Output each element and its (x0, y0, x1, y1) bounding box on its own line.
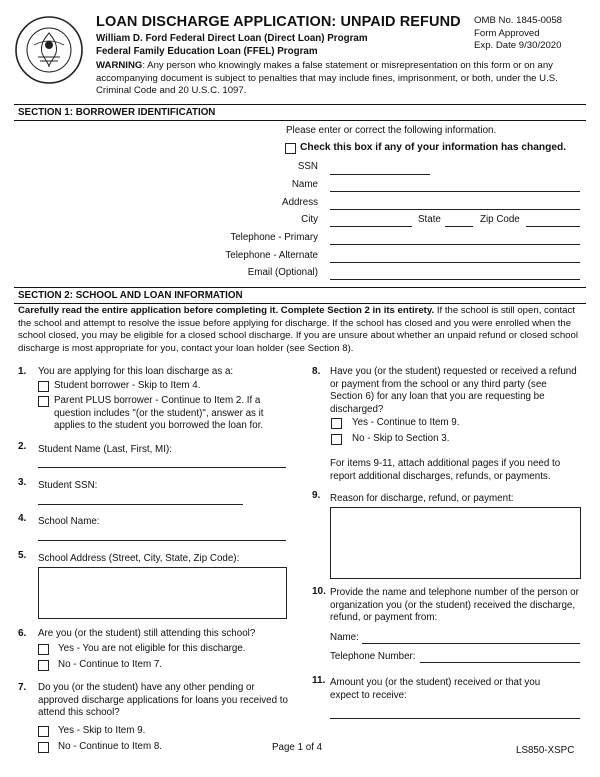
warning-text: : Any person who knowingly makes a false statement or misrepresentation on this form or on any accompanying document is subject to penalties that may include fines, imprisonment, or both, under the U.S. Criminal Code and 20 U.S.C. 1097. (96, 60, 558, 96)
item6-no-checkbox[interactable] (38, 660, 49, 671)
item8-yes-checkbox[interactable] (331, 418, 342, 429)
item7-yes-label: Yes - Skip to Item 9. (58, 725, 146, 736)
item8-question: Have you (or the student) requested or received a refund or payment from the school or any third party (see Section 6) for any loan that you are requesting be discharged? (330, 366, 577, 415)
item10-name-field[interactable] (362, 643, 580, 644)
info-changed-label: Check this box if any of your information has changed. (300, 142, 567, 153)
item8-no-checkbox[interactable] (331, 434, 342, 445)
ssn-label: SSN (297, 161, 318, 172)
item9-reason-box[interactable] (330, 507, 581, 579)
item7-no-checkbox[interactable] (38, 742, 49, 753)
zip-field[interactable] (526, 226, 580, 227)
item9-number: 9. (312, 490, 321, 501)
item6-number: 6. (18, 628, 27, 639)
item1-number: 1. (18, 366, 27, 377)
section1-instruction: Please enter or correct the following information. (286, 125, 497, 136)
item3-question: Student SSN: (38, 480, 98, 491)
item3-field[interactable] (38, 504, 243, 505)
department-of-education-seal (14, 15, 84, 85)
item7-yes-checkbox[interactable] (38, 726, 49, 737)
item6-question: Are you (or the student) still attending this school? (38, 628, 256, 639)
program-direct-loan: William D. Ford Federal Direct Loan (Direct Loan) Program (96, 33, 368, 44)
page-number: Page 1 of 4 (272, 742, 323, 753)
tel-alternate-field[interactable] (330, 262, 580, 263)
info-changed-checkbox[interactable] (285, 143, 296, 154)
item10-phone-label: Telephone Number: (330, 651, 416, 662)
item4-field[interactable] (38, 540, 286, 541)
state-label: State (418, 214, 441, 225)
item5-address-box[interactable] (38, 567, 287, 619)
item2-number: 2. (18, 441, 27, 452)
email-field[interactable] (330, 279, 580, 280)
item1-student-label: Student borrower - Skip to Item 4. (54, 380, 201, 391)
warning-label: WARNING (96, 60, 143, 71)
item11-question: Amount you (or the student) received or that you expect to receive: (330, 677, 541, 701)
item6-no-label: No - Continue to Item 7. (58, 659, 163, 670)
city-label: City (301, 214, 318, 225)
form-title: LOAN DISCHARGE APPLICATION: UNPAID REFUND (96, 14, 461, 30)
address-label: Address (282, 197, 318, 208)
item4-question: School Name: (38, 516, 100, 527)
section2-heading: SECTION 2: SCHOOL AND LOAN INFORMATION (18, 290, 243, 301)
item10-question: Provide the name and telephone number of the person or organization you (or the student) received the discharge, refund, or payment from: (330, 587, 579, 623)
item6-yes-checkbox[interactable] (38, 644, 49, 655)
item8-yes-label: Yes - Continue to Item 9. (352, 417, 460, 428)
omb-info (474, 15, 562, 53)
city-field[interactable] (330, 226, 412, 227)
item8-number: 8. (312, 366, 321, 377)
ssn-field[interactable] (330, 174, 430, 175)
tel-primary-label: Telephone - Primary (230, 232, 318, 243)
name-field[interactable] (330, 191, 580, 192)
items-9-11-note: For items 9-11, attach additional pages if you need to report additional discharges, refunds, or payments. (330, 458, 561, 482)
item2-question: Student Name (Last, First, MI): (38, 444, 172, 455)
omb-number: OMB No. 1845-0058 (474, 15, 562, 26)
address-field[interactable] (330, 209, 580, 210)
item4-number: 4. (18, 513, 27, 524)
item1-parent-label: Parent PLUS borrower - Continue to Item 2. If a question includes "(or the student)", answer as it applies to the student you borrowed the loan for. (54, 395, 264, 431)
form-approved: Form Approved (474, 27, 540, 39)
name-label: Name (291, 179, 318, 190)
section1-heading: SECTION 1: BORROWER IDENTIFICATION (18, 107, 216, 118)
warning-notice (96, 60, 584, 98)
item9-question: Reason for discharge, refund, or payment: (330, 493, 514, 504)
item5-number: 5. (18, 550, 27, 561)
item10-number: 10. (312, 586, 326, 597)
program-ffel: Federal Family Education Loan (FFEL) Program (96, 46, 318, 57)
item6-yes-label: Yes - You are not eligible for this discharge. (58, 643, 246, 654)
item10-phone-field[interactable] (420, 662, 580, 663)
item7-number: 7. (18, 682, 27, 693)
state-field[interactable] (445, 226, 473, 227)
email-label: Email (Optional) (247, 267, 318, 278)
item1-student-checkbox[interactable] (38, 381, 49, 392)
zip-label: Zip Code (480, 214, 520, 225)
item11-amount-field[interactable] (330, 718, 580, 719)
item5-question: School Address (Street, City, State, Zip Code): (38, 553, 240, 564)
tel-primary-field[interactable] (330, 244, 580, 245)
item10-name-label: Name: (330, 632, 359, 643)
item7-no-label: No - Continue to Item 8. (58, 741, 163, 752)
expiration-date: Exp. Date 9/30/2020 (474, 40, 562, 51)
form-code: LS850-XSPC (516, 745, 575, 756)
item1-parent-checkbox[interactable] (38, 396, 49, 407)
item1-question: You are applying for this loan discharge as a: (38, 366, 234, 377)
item11-number: 11. (312, 675, 326, 686)
section2-intro-text: If the school is still open, contact the school and attempt to resolve the issue before applying for discharge. If the school has closed and you were enrolled when the school closed, you may be eligible for a closed school discharge. If you are unsure about whether an unpaid refund or closed school discharge is most appropriate for you, contact your loan holder (see Section 8). (18, 305, 578, 354)
item3-number: 3. (18, 477, 27, 488)
tel-alternate-label: Telephone - Alternate (225, 250, 318, 261)
section2-intro-bold: Carefully read the entire application before completing it. Complete Section 2 in its entirety. (18, 305, 435, 316)
item8-no-label: No - Skip to Section 3. (352, 433, 450, 444)
item7-question: Do you (or the student) have any other pending or approved discharge applications for loans you received to attend this school? (38, 682, 288, 718)
item2-field[interactable] (38, 467, 286, 468)
section2-intro (18, 305, 586, 355)
